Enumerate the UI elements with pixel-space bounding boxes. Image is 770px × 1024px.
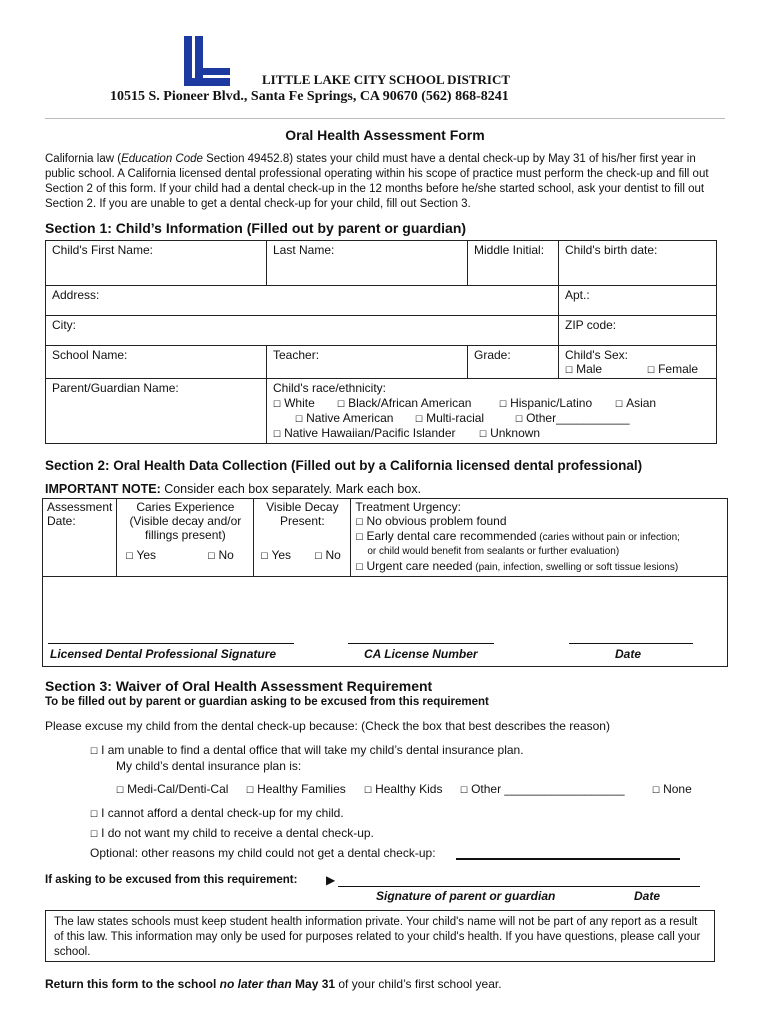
assessment-date-label: Date: bbox=[47, 514, 76, 528]
visible-yes-checkbox[interactable]: ☐ Yes bbox=[260, 548, 292, 562]
school-name-field[interactable]: School Name: bbox=[46, 346, 267, 379]
option-no-dental-office[interactable]: ☐ I am unable to find a dental office that will take my child’s dental insurance plan. bbox=[90, 743, 524, 757]
teacher-field[interactable]: Teacher: bbox=[267, 346, 468, 379]
district-address: 10515 S. Pioneer Blvd., Santa Fe Springs, CA 90670 (562) 868-8241 bbox=[110, 89, 509, 104]
form-title: Oral Health Assessment Form bbox=[285, 127, 485, 143]
license-number-label: CA License Number bbox=[364, 647, 478, 661]
city-field[interactable]: City: bbox=[46, 316, 559, 346]
district-logo bbox=[184, 36, 230, 86]
assessment-date-field[interactable] bbox=[43, 499, 117, 577]
excuse-prompt: Please excuse my child from the dental check-up because: (Check the box that best describes the reason) bbox=[45, 719, 610, 733]
visible-decay-label-2: Present: bbox=[280, 514, 325, 528]
caries-no-checkbox[interactable]: ☐ No bbox=[207, 548, 234, 562]
parent-name-field[interactable]: Parent/Guardian Name: bbox=[46, 379, 267, 444]
male-checkbox[interactable]: ☐ Male bbox=[565, 362, 603, 376]
urgency-label: Treatment Urgency: bbox=[355, 500, 461, 514]
assessment-label: Assessment bbox=[47, 500, 113, 514]
parent-signature-line[interactable] bbox=[338, 886, 700, 887]
urgent-care-checkbox[interactable]: ☐ Urgent care needed (pain, infection, swelling or soft tissue lesions) bbox=[355, 559, 679, 573]
child-info-table bbox=[45, 240, 717, 444]
race-hawaiian-checkbox[interactable]: ☐ Native Hawaiian/Pacific Islander bbox=[273, 426, 456, 440]
race-black-checkbox[interactable]: ☐ Black/African American bbox=[337, 396, 472, 410]
asking-excused-label: If asking to be excused from this requirement: bbox=[45, 874, 298, 886]
important-note: IMPORTANT NOTE: Consider each box separately. Mark each box. bbox=[45, 482, 422, 496]
race-unknown-checkbox[interactable]: ☐ Unknown bbox=[479, 426, 541, 440]
oral-health-table bbox=[42, 498, 728, 667]
section1-title: Section 1: Child’s Information (Filled out by parent or guardian) bbox=[45, 220, 467, 236]
race-asian-checkbox[interactable]: ☐ Asian bbox=[615, 396, 657, 410]
date-line bbox=[569, 643, 693, 644]
option-do-not-want[interactable]: ☐ I do not want my child to receive a dental check-up. bbox=[90, 826, 374, 840]
privacy-notice: The law states schools must keep student health information private. Your child's name will not be part of any report as a result of this law. This information may only be used for purposes related to your child's health. If you have questions, please call your school. bbox=[45, 910, 715, 962]
caries-experience-cell bbox=[117, 499, 254, 577]
district-name: LITTLE LAKE CITY SCHOOL DISTRICT bbox=[262, 72, 511, 87]
middle-initial-field[interactable]: Middle Initial: bbox=[468, 241, 559, 286]
visible-decay-label-1: Visible Decay bbox=[266, 500, 339, 514]
last-name-field[interactable]: Last Name: bbox=[267, 241, 468, 286]
caries-label-3: fillings present) bbox=[145, 528, 226, 542]
race-other-checkbox[interactable]: ☐ Other___________ bbox=[515, 411, 630, 425]
parent-signature-label: Signature of parent or guardian bbox=[376, 889, 556, 903]
insurance-plan-label: My child’s dental insurance plan is: bbox=[116, 759, 302, 773]
plan-healthy-kids-checkbox[interactable]: ☐ Healthy Kids bbox=[364, 782, 443, 796]
visible-decay-cell bbox=[254, 499, 351, 577]
plan-medi-cal-checkbox[interactable]: ☐ Medi-Cal/Denti-Cal bbox=[116, 782, 229, 796]
race-native-american-checkbox[interactable]: ☐ Native American bbox=[295, 411, 394, 425]
visible-no-checkbox[interactable]: ☐ No bbox=[314, 548, 341, 562]
race-label: Child's race/ethnicity: bbox=[273, 381, 387, 395]
birth-date-field[interactable]: Child's birth date: bbox=[559, 241, 717, 286]
header-divider bbox=[45, 118, 725, 119]
no-problem-checkbox[interactable]: ☐ No obvious problem found bbox=[355, 514, 507, 528]
section3-title: Section 3: Waiver of Oral Health Assessment Requirement bbox=[45, 678, 433, 694]
plan-healthy-families-checkbox[interactable]: ☐ Healthy Families bbox=[246, 782, 346, 796]
address-field[interactable]: Address: bbox=[46, 286, 559, 316]
dental-date-label: Date bbox=[615, 647, 642, 661]
race-hispanic-checkbox[interactable]: ☐ Hispanic/Latino bbox=[499, 396, 593, 410]
zip-field[interactable]: ZIP code: bbox=[559, 316, 717, 346]
caries-label-2: (Visible decay and/or bbox=[129, 514, 242, 528]
race-multi-checkbox[interactable]: ☐ Multi-racial bbox=[415, 411, 485, 425]
arrow-right-icon: ▶ bbox=[326, 873, 336, 887]
parent-date-label: Date bbox=[634, 889, 661, 903]
apt-field[interactable]: Apt.: bbox=[559, 286, 717, 316]
optional-reasons-label: Optional: other reasons my child could not get a dental check-up: bbox=[90, 846, 436, 860]
dental-signature-line bbox=[48, 643, 294, 644]
grade-field[interactable]: Grade: bbox=[468, 346, 559, 379]
early-care-detail: or child would benefit from sealants or further evaluation) bbox=[367, 546, 620, 557]
section3-subtitle: To be filled out by parent or guardian asking to be excused from this requirement bbox=[45, 696, 489, 708]
treatment-urgency-cell bbox=[351, 499, 728, 577]
intro-paragraph: California law (Education Code Section 49452.8) states your child must have a dental check-up by May 31 of his/her first year in public school. A California licensed dental professional operating within his scope of practice must perform the check-up and fill out Section 2 of this form. If your child had a dental check-up in the 12 months before he/she started school, ask your dentist to fill out Section 2. If you are unable to get a dental check-up for your child, fill out Section 3. bbox=[45, 153, 709, 210]
optional-reasons-line[interactable] bbox=[456, 858, 680, 860]
sex-label: Child's Sex: bbox=[565, 348, 628, 362]
dental-signature-label: Licensed Dental Professional Signature bbox=[50, 647, 277, 661]
plan-none-checkbox[interactable]: ☐ None bbox=[652, 782, 692, 796]
option-cannot-afford[interactable]: ☐ I cannot afford a dental check-up for my child. bbox=[90, 806, 344, 820]
female-checkbox[interactable]: ☐ Female bbox=[647, 362, 699, 376]
license-number-line bbox=[348, 643, 494, 644]
return-instructions: Return this form to the school no later than May 31 of your child’s first school year. bbox=[45, 977, 502, 991]
first-name-field[interactable]: Child's First Name: bbox=[46, 241, 267, 286]
caries-yes-checkbox[interactable]: ☐ Yes bbox=[125, 548, 157, 562]
early-care-checkbox[interactable]: ☐ Early dental care recommended (caries without pain or infection; bbox=[355, 529, 680, 543]
plan-other-checkbox[interactable]: ☐ Other __________________ bbox=[460, 782, 625, 796]
caries-label-1: Caries Experience bbox=[136, 500, 235, 514]
sex-field bbox=[559, 346, 717, 379]
race-field bbox=[267, 379, 717, 444]
section2-title: Section 2: Oral Health Data Collection (Filled out by a California licensed dental professional) bbox=[45, 458, 643, 473]
race-white-checkbox[interactable]: ☐ White bbox=[273, 396, 315, 410]
